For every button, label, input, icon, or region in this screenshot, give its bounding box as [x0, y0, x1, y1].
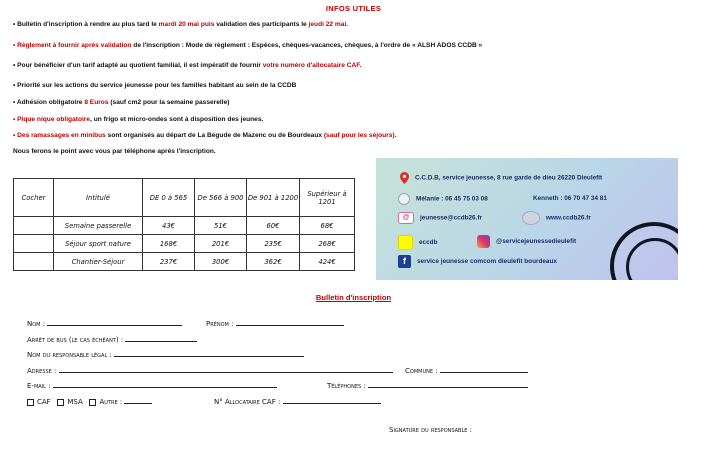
price-cell: 201€ — [195, 235, 247, 253]
adresse-field[interactable] — [59, 365, 393, 373]
info-line-picnic: • Pique nique obligatoire, un frigo et micro-ondes sont à disposition des jeunes. — [13, 116, 264, 123]
info-line-priority: • Priorité sur les actions du service jeunesse pour les familles habitant au sein de la CCDB — [13, 82, 297, 89]
commune-label: Commune : — [405, 367, 438, 375]
facebook-icon: f — [398, 255, 411, 268]
header-range-2: De 566 à 900 — [195, 179, 247, 217]
instagram-line — [477, 235, 576, 248]
caf-label: CAF — [37, 398, 51, 406]
msa-checkbox[interactable] — [57, 399, 64, 406]
price-cell: 68€ — [300, 217, 355, 235]
signature-label: Signature du responsable : — [389, 426, 473, 434]
activity-name: Chantier-Séjour — [54, 253, 143, 271]
page-title: INFOS UTILES — [325, 4, 382, 13]
email-icon: @ — [398, 212, 414, 224]
table-row — [14, 217, 355, 235]
email-text[interactable]: jeunesse@ccdb26.fr — [420, 214, 482, 222]
allocataire-label: N° Allocataire CAF : — [214, 398, 281, 406]
info-line-phone-followup: Nous ferons le point avec vous par téléphone après l'inscription. — [13, 148, 216, 155]
telephones-row — [327, 380, 528, 390]
address-text: C.C.D.B, service jeunesse, 8 rue garde de dieu 26220 Dieulefit — [415, 174, 603, 182]
price-cell: 300€ — [195, 253, 247, 271]
instagram-icon — [477, 235, 490, 248]
globe-icon — [522, 211, 540, 225]
arret-label: Arrêt de bus (le cas échéant) : — [27, 336, 124, 344]
info-line-caf: • Pour bénéficier d'un tarif adapté au quotient familial, il est impératif de fournir votre numéro d'allocataire CAF. — [13, 62, 362, 69]
header-cocher: Cocher — [14, 179, 54, 217]
facebook-text[interactable]: service jeunesse comcom dieulefit bourdeaux — [417, 258, 557, 266]
header-intitule: Intitulé — [54, 179, 143, 217]
commune-row — [405, 365, 528, 375]
prenom-row — [206, 318, 344, 328]
email-field[interactable] — [53, 380, 277, 388]
snapchat-text[interactable]: eccdb — [419, 239, 438, 247]
header-range-4: Supérieur à 1201 — [300, 179, 355, 217]
phone-line — [398, 193, 488, 205]
telephones-field[interactable] — [368, 380, 528, 388]
responsable-field[interactable] — [114, 349, 304, 357]
prenom-field[interactable] — [236, 318, 344, 326]
caf-checkbox[interactable] — [27, 399, 34, 406]
info-line-deadline: • Bulletin d'inscription à rendre au plus tard le mardi 20 mai puis validation des participants le jeudi 22 mai. — [13, 21, 349, 28]
adresse-label: Adresse : — [27, 367, 57, 375]
activity-name: Séjour sport nature — [54, 235, 143, 253]
telephones-label: Téléphones : — [327, 382, 366, 390]
price-cell: 60€ — [247, 217, 300, 235]
website-line — [522, 211, 591, 225]
snapchat-icon — [398, 235, 413, 250]
header-range-3: De 901 à 1200 — [247, 179, 300, 217]
activity-name: Semaine passerelle — [54, 217, 143, 235]
check-cell[interactable] — [14, 217, 54, 235]
facebook-line — [398, 255, 557, 268]
nom-field[interactable] — [47, 318, 182, 326]
info-line-minibus: • Des ramassages en minibus sont organisés au départ de La Bégude de Mazenc ou de Bourdeaux (sauf pour les séjours). — [13, 132, 397, 139]
autre-label: Autre : — [99, 398, 123, 406]
form-title: Bulletin d'inscription — [315, 293, 392, 302]
check-cell[interactable] — [14, 235, 54, 253]
table-row — [14, 235, 355, 253]
price-cell: 168€ — [143, 235, 195, 253]
regime-row — [27, 396, 152, 406]
msa-label: MSA — [67, 398, 83, 406]
price-table-header — [14, 179, 355, 217]
nom-row — [27, 318, 182, 328]
info-line-membership: • Adhésion obligatoire 8 Euros (sauf cm2 pour la semaine passerelle) — [13, 99, 230, 106]
snapchat-line — [398, 235, 437, 250]
contact-card — [376, 158, 678, 280]
price-cell: 235€ — [247, 235, 300, 253]
price-cell: 362€ — [247, 253, 300, 271]
price-cell: 237€ — [143, 253, 195, 271]
map-pin-icon — [400, 172, 409, 184]
adresse-row — [27, 365, 393, 375]
instagram-text[interactable]: @servicejeunessedieulefit — [496, 238, 577, 246]
header-range-1: DE 0 à 565 — [143, 179, 195, 217]
email-line — [398, 212, 482, 224]
table-row — [14, 253, 355, 271]
address-line — [400, 172, 602, 184]
check-cell[interactable] — [14, 253, 54, 271]
responsable-label: Nom du responsable légal : — [27, 351, 112, 359]
autre-field[interactable] — [124, 396, 152, 404]
arret-field[interactable] — [125, 334, 197, 342]
price-cell: 424€ — [300, 253, 355, 271]
responsable-row — [27, 349, 304, 359]
commune-field[interactable] — [440, 365, 528, 373]
website-text[interactable]: www.ccdb26.fr — [546, 214, 591, 222]
arret-row — [27, 334, 197, 344]
phone-kenneth: Kenneth : 06 70 47 34 81 — [533, 195, 607, 202]
allocataire-field[interactable] — [283, 396, 381, 404]
email-label: E-mail : — [27, 382, 51, 390]
autre-checkbox[interactable] — [89, 399, 96, 406]
price-cell: 51€ — [195, 217, 247, 235]
email-row — [27, 380, 277, 390]
phone-melanie: Mélanie : 06 45 75 03 08 — [416, 195, 488, 203]
price-table — [13, 178, 355, 271]
prenom-label: Prénom : — [206, 320, 234, 328]
person-icon — [398, 193, 410, 205]
price-cell: 268€ — [300, 235, 355, 253]
info-line-payment: • Règlement à fournir après validation de l'inscription : Mode de règlement : Espèces, chèques-vacances, chèques, à l'ordre de « ALSH ADOS CCDB » — [13, 42, 483, 49]
price-cell: 43€ — [143, 217, 195, 235]
nom-label: Nom : — [27, 320, 46, 328]
allocataire-row — [214, 396, 381, 406]
